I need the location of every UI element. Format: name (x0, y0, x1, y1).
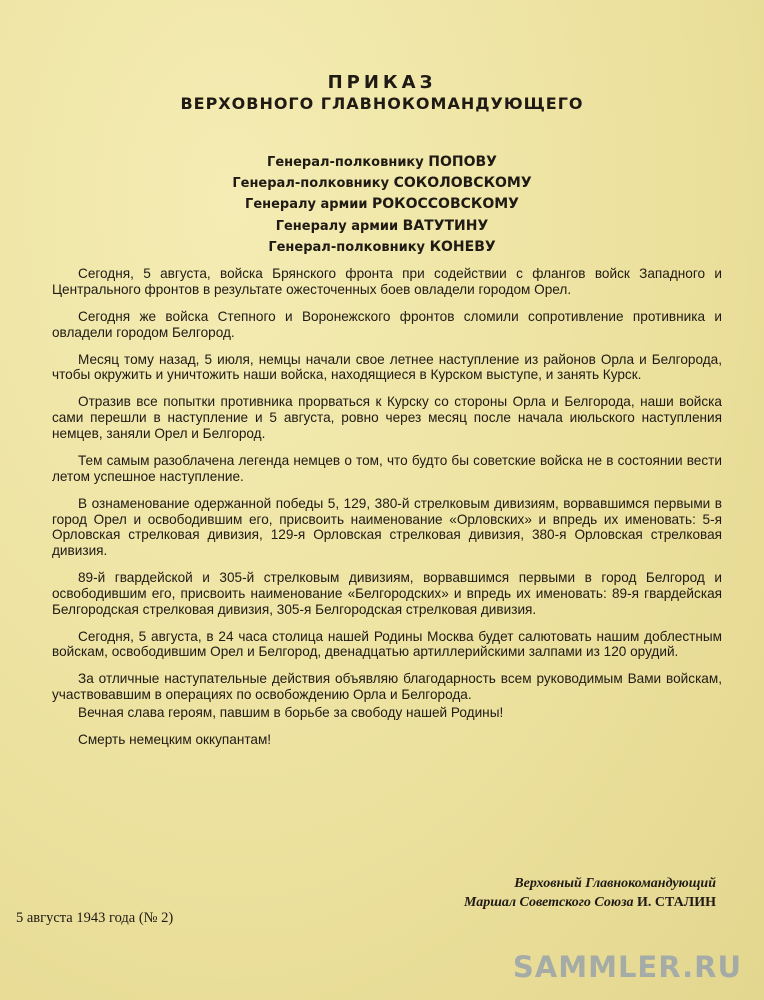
paragraph: Тем самым разоблачена легенда немцев о том, что будто бы советские войска не в состоянии вести летом успешное наступление. (52, 452, 722, 484)
addressee (0, 152, 764, 173)
addressee-list (0, 152, 764, 258)
paragraph: Отразив все попытки противника прорваться к Курску со стороны Орла и Белгорода, наши войска сами перешли в наступление и 5 августа, ровно через месяц после начала июльского наступления немцев, заняли Орел и Белгород. (52, 394, 722, 441)
order-body (52, 266, 722, 759)
signature-rank-line (464, 893, 716, 912)
addressee-name: ПОПОВУ (428, 154, 497, 170)
addressee (0, 194, 764, 215)
addressee-rank: Генералу армии (245, 197, 368, 213)
document-title: ПРИКАЗ (327, 72, 437, 93)
paragraph: В ознаменование одержанной победы 5, 129, 380-й стрелковым дивизиям, ворвавшимся первыми в город Орел и освободившим его, присвоить наименование «Орловских» и впредь их именовать: 5-я Орловская стрелковая дивизия, 129-я Орловская стрелковая дивизия, 380-я Орловская стрелковая дивизия. (52, 495, 722, 559)
paragraph: За отличные наступательные действия объявляю благодарность всем руководимым Вами войскам, участвовавшим в операциях по освобождению Орла и Белгорода. (52, 671, 722, 703)
addressee (0, 216, 764, 237)
paragraph: Сегодня же войска Степного и Воронежского фронтов сломили сопротивление противника и овладели городом Белгород. (52, 308, 722, 340)
addressee-name: РОКОССОВСКОМУ (371, 196, 519, 213)
addressee-rank: Генерал-полковнику (268, 239, 426, 255)
paragraph: Смерть немецким оккупантам! (78, 732, 272, 748)
addressee-rank: Генерал-полковнику (267, 155, 424, 170)
paragraph: Вечная слава героям, павшим в борьбе за свободу нашей Родины! (78, 705, 504, 721)
signature-name: И. СТАЛИН (637, 895, 716, 910)
signature-block (464, 874, 716, 912)
watermark: SAMMLER.RU (512, 950, 742, 984)
addressee-name: КОНЕВУ (429, 238, 496, 255)
paragraph: 89-й гвардейской и 305-й стрелковым дивизиям, ворвавшимся первыми в город Белгород и освободившим его, присвоить наименование «Белгородских» и впредь их именовать: 89-я гвардейская Белгородская стрелковая дивизия, 305-я Белгородская стрелковая дивизия. (52, 570, 722, 617)
addressee-rank: Генералу армии (275, 218, 399, 234)
order-date: 5 августа 1943 года (№ 2) (16, 910, 174, 926)
signature-rank: Маршал Советского Союза (463, 895, 634, 910)
paragraph: Сегодня, 5 августа, в 24 часа столица нашей Родины Москва будет салютовать нашим доблестным войскам, освободившим Орел и Белгород, двенадцатью артиллерийскими залпами из 120 орудий. (52, 628, 722, 660)
addressee-name: ВАТУТИНУ (402, 217, 489, 234)
addressee (0, 173, 764, 194)
document-subtitle: ВЕРХОВНОГО ГЛАВНОКОМАНДУЮЩЕГО (180, 94, 584, 113)
paragraph: Месяц тому назад, 5 июля, немцы начали свое летнее наступление из районов Орла и Белгорода, чтобы окружить и уничтожить наши войска, находящиеся в Курском выступе, и занять Курск. (52, 351, 722, 383)
signature-title: Верховный Главнокомандующий (514, 876, 716, 891)
addressee (0, 237, 764, 258)
paragraph: Сегодня, 5 августа, войска Брянского фронта при содействии с флангов войск Западного и Центрального фронтов в результате ожесточенных боев овладели городом Орел. (52, 266, 722, 297)
addressee-name: СОКОЛОВСКОМУ (393, 175, 532, 192)
addressee-rank: Генерал-полковнику (232, 176, 390, 192)
